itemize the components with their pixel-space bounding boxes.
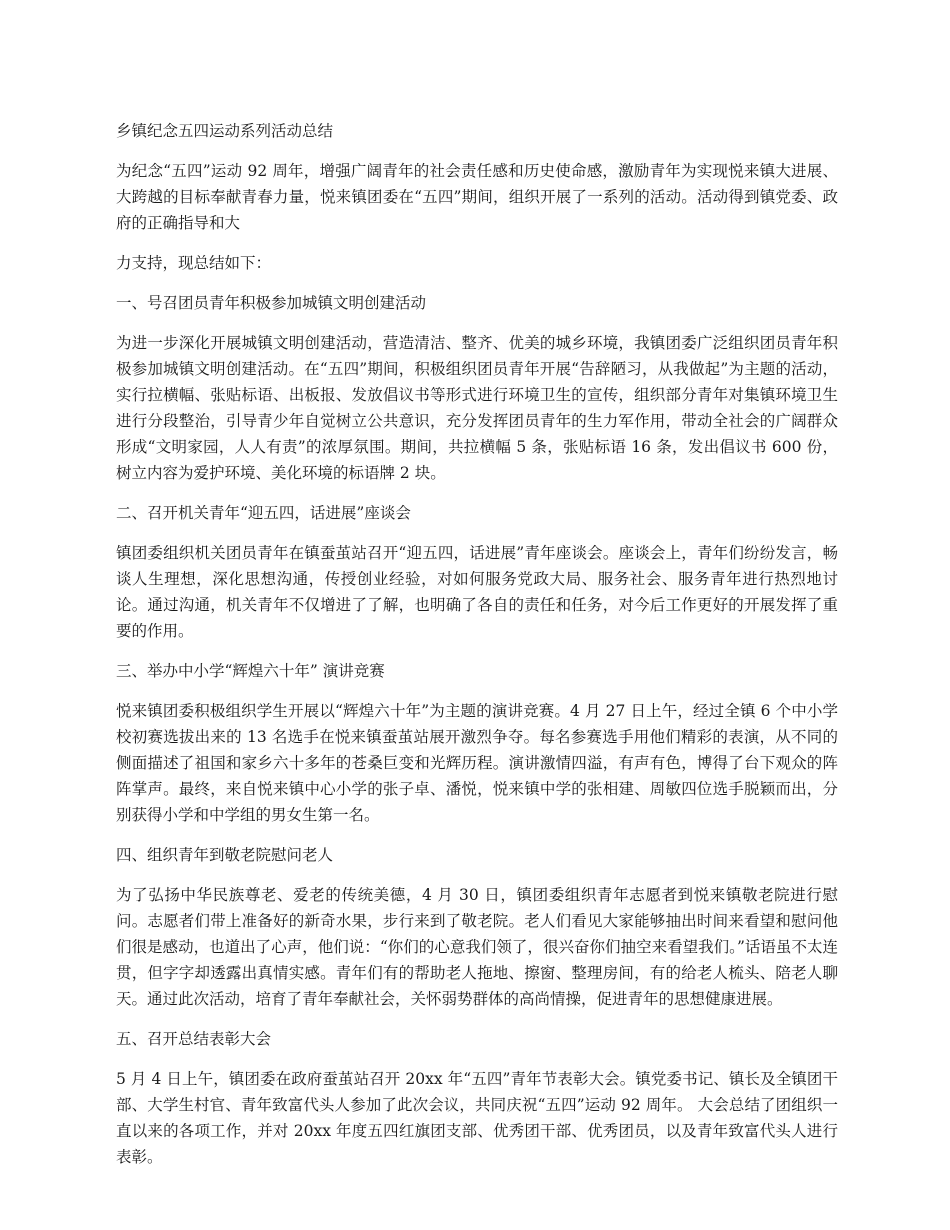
section-heading-1: 一、号召团员青年积极参加城镇文明创建活动 [116, 294, 427, 312]
section-body-1: 为进一步深化开展城镇文明创建活动，营造清洁、整齐、优美的城乡环境，我镇团委广泛组织团员青年积极参加城镇文明创建活动。在“五四”期间，积极组织团员青年开展“告辞陋习，从我做起”为主题的活动，实行拉横幅、张贴标语、出板报、发放倡议书等形式进行环境卫生的宣传，组织部分青年对集镇环境卫生进行分段整治，引导青少年自觉树立公共意识，充分发挥团员青年的生力军作用，带动全社会的广阔群众形成“文明家园，人人有责”的浓厚氛围。期间，共拉横幅 5 条，张贴标语 16 条，发出倡议书 600 份，树立内容为爱护环境、美化环境的标语牌 2 块。 [116, 334, 838, 482]
section-body-3: 悦来镇团委积极组织学生开展以“辉煌六十年”为主题的演讲竞赛。4 月 27 日上午，经过全镇 6 个中小学校初赛选拔出来的 13 名选手在悦来镇蚕茧站展开激烈争夺。每名参赛选手用他们精彩的表演，从不同的侧面描述了祖国和家乡六十多年的苍桑巨变和光辉历程。演讲激情四溢，有声有色，博得了台下观众的阵阵掌声。最终，来自悦来镇中心小学的张子卓、潘悦，悦来镇中学的张相建、周敏四位选手脱颖而出，分别获得小学和中学组的男女生第一名。 [116, 702, 838, 824]
section-heading-2: 二、召开机关青年“迎五四，话进展”座谈会 [116, 504, 411, 522]
section-body-2: 镇团委组织机关团员青年在镇蚕茧站召开“迎五四，话进展”青年座谈会。座谈会上，青年们纷纷发言，畅谈人生理想，深化思想沟通，传授创业经验，对如何服务党政大局、服务社会、服务青年进行热烈地讨论。通过沟通，机关青年不仅增进了了解，也明确了各自的责任和任务，对今后工作更好的开展发挥了重要的作用。 [116, 544, 838, 640]
intro-paragraph: 为纪念“五四”运动 92 周年，增强广阔青年的社会责任感和历史使命感，激励青年为实现悦来镇大进展、大跨越的目标奉献青春力量，悦来镇团委在“五四”期间，组织开展了一系列的活动。活动得到镇党委、政府的正确指导和大 [116, 162, 838, 232]
section-heading-5: 五、召开总结表彰大会 [116, 1030, 272, 1048]
document-body [116, 118, 838, 1184]
document-title: 乡镇纪念五四运动系列活动总结 [116, 122, 334, 140]
section-heading-4: 四、组织青年到敬老院慰问老人 [116, 846, 334, 864]
section-heading-3: 三、举办中小学“辉煌六十年” 演讲竞赛 [116, 662, 385, 680]
section-body-5: 5 月 4 日上午，镇团委在政府蚕茧站召开 20xx 年“五四”青年节表彰大会。镇党委书记、镇长及全镇团干部、大学生村官、青年致富代头人参加了此次会议，共同庆祝“五四”运动 92 周年。 大会总结了团组织一直以来的各项工作，并对 20xx 年度五四红旗团支部、优秀团干部、优秀团员，以及青年致富代头人进行表彰。 [116, 1070, 838, 1166]
section-body-4: 为了弘扬中华民族尊老、爱老的传统美德，4 月 30 日，镇团委组织青年志愿者到悦来镇敬老院进行慰问。志愿者们带上准备好的新奇水果，步行来到了敬老院。老人们看见大家能够抽出时间来看望和慰问他们很是感动，也道出了心声，他们说：“你们的心意我们领了，很兴奋你们抽空来看望我们。”话语虽不太连贯，但字字却透露出真情实感。青年们有的帮助老人拖地、擦窗、整理房间，有的给老人梳头、陪老人聊天。通过此次活动，培育了青年奉献社会，关怀弱势群体的高尚情操，促进青年的思想健康进展。 [116, 886, 838, 1008]
intro-continuation: 力支持，现总结如下： [116, 254, 272, 272]
